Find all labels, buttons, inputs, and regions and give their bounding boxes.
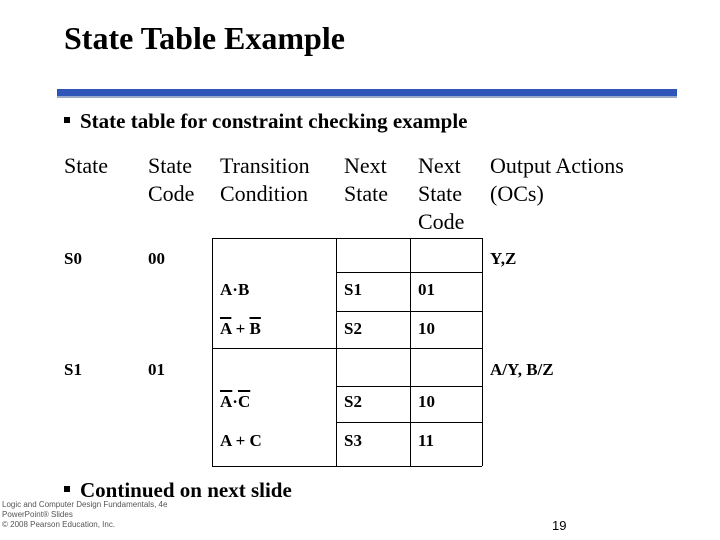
cell-next-state: S2 (344, 392, 362, 411)
header-state: State (64, 153, 108, 178)
bullet-text: State table for constraint checking example (80, 109, 468, 133)
cell-next-state-code: 01 (418, 280, 435, 299)
cell-state: S1 (64, 360, 82, 379)
cell-state-code: 00 (148, 249, 165, 268)
grid-line (336, 422, 482, 423)
cell-next-state: S1 (344, 280, 362, 299)
bullet-item (64, 109, 467, 134)
header-output-actions: Output Actions (OCs) (490, 153, 624, 206)
header-transition-condition: Transition Condition (220, 153, 310, 206)
cell-next-state-code: 11 (418, 431, 435, 450)
cell-state: S0 (64, 249, 82, 268)
cell-condition: A·B (220, 280, 250, 299)
grid-line (336, 311, 482, 312)
header-next-state-code: Next State Code (418, 153, 465, 234)
cell-next-state: S3 (344, 431, 362, 450)
bullet-text: Continued on next slide (80, 478, 292, 502)
title-divider-shadow (57, 96, 677, 98)
grid-line (212, 238, 213, 466)
cell-condition: $\overline{A}\cdot\overline{C}$ (220, 392, 251, 411)
grid-line (212, 466, 482, 467)
grid-line (212, 238, 482, 239)
square-bullet-icon (64, 117, 70, 123)
title-divider (57, 89, 677, 96)
grid-line (336, 272, 482, 273)
page-number: 19 (552, 518, 567, 533)
cell-next-state-code: 10 (418, 319, 435, 338)
square-bullet-icon (64, 486, 70, 492)
header-next-state: Next State (344, 153, 388, 206)
cell-state-code: 01 (148, 360, 165, 379)
cell-output-actions: Y,Z (490, 249, 517, 268)
grid-line (336, 386, 482, 387)
cell-next-state-code: 10 (418, 392, 435, 411)
cell-condition: A + C (220, 431, 262, 450)
grid-line (482, 238, 483, 466)
cell-output-actions: A/Y, B/Z (490, 360, 554, 379)
slide-title: State Table Example (64, 20, 345, 56)
header-state-code: State Code (148, 153, 195, 206)
cell-condition: $\overline{A} + \overline{B}$ (220, 319, 261, 338)
grid-line (212, 348, 482, 349)
copyright-footer: Logic and Computer Design Fundamentals, 4e PowerPoint® Slides © 2008 Pearson Education, Inc. (2, 500, 168, 529)
cell-next-state: S2 (344, 319, 362, 338)
